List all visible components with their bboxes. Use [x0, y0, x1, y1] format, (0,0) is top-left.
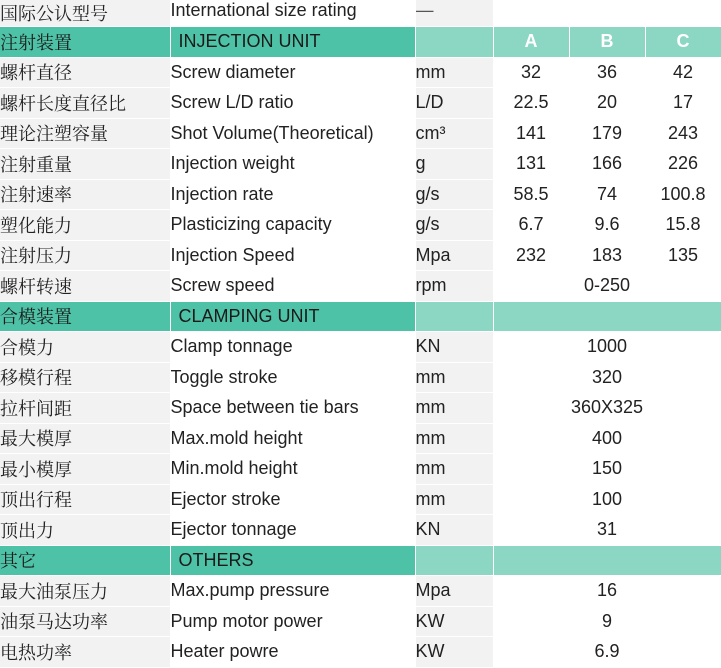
- table-row: [0, 637, 721, 668]
- table-row: [0, 454, 721, 485]
- cell-en: Injection weight: [170, 149, 415, 180]
- section-cn: 其它: [0, 545, 170, 576]
- cell-cn: 螺杆转速: [0, 271, 170, 302]
- cell-blank: [493, 0, 721, 27]
- cell-unit: mm: [415, 484, 493, 515]
- cell-unit: mm: [415, 57, 493, 88]
- cell-cn: 国际公认型号: [0, 0, 170, 27]
- cell-cn: 合模力: [0, 332, 170, 363]
- cell-en: Screw L/D ratio: [170, 88, 415, 119]
- table-row: [0, 362, 721, 393]
- col-header-b: B: [569, 27, 645, 58]
- cell-unit: mm: [415, 423, 493, 454]
- cell-en: Plasticizing capacity: [170, 210, 415, 241]
- cell-en: Ejector tonnage: [170, 515, 415, 546]
- cell-unit: KW: [415, 606, 493, 637]
- cell-cn: 电热功率: [0, 637, 170, 668]
- section-cn: 注射装置: [0, 27, 170, 58]
- cell-b: 74: [569, 179, 645, 210]
- cell-cn: 顶出行程: [0, 484, 170, 515]
- cell-en: Screw speed: [170, 271, 415, 302]
- cell-c: 243: [645, 118, 721, 149]
- cell-a: 232: [493, 240, 569, 271]
- cell-a: 32: [493, 57, 569, 88]
- cell-cn: 移模行程: [0, 362, 170, 393]
- cell-c: 42: [645, 57, 721, 88]
- table-row: [0, 576, 721, 607]
- table-row: [0, 118, 721, 149]
- cell-en: Ejector stroke: [170, 484, 415, 515]
- cell-b: 179: [569, 118, 645, 149]
- cell-cn: 塑化能力: [0, 210, 170, 241]
- cell-b: 36: [569, 57, 645, 88]
- col-header-c: C: [645, 27, 721, 58]
- table-row: [0, 393, 721, 424]
- cell-en: Min.mold height: [170, 454, 415, 485]
- section-blank: [415, 301, 493, 332]
- cell-value: 1000: [493, 332, 721, 363]
- cell-c: 135: [645, 240, 721, 271]
- cell-cn: 螺杆直径: [0, 57, 170, 88]
- section-en: INJECTION UNIT: [170, 27, 415, 58]
- section-blank: [415, 545, 493, 576]
- table-row: [0, 423, 721, 454]
- cell-a: 58.5: [493, 179, 569, 210]
- cell-c: 226: [645, 149, 721, 180]
- cell-en: Max.mold height: [170, 423, 415, 454]
- cell-unit: KW: [415, 637, 493, 668]
- cell-b: 9.6: [569, 210, 645, 241]
- col-header-a: A: [493, 27, 569, 58]
- table-row: [0, 57, 721, 88]
- cell-cn: 最大油泵压力: [0, 576, 170, 607]
- cell-en: Toggle stroke: [170, 362, 415, 393]
- cell-unit: KN: [415, 515, 493, 546]
- table-row: [0, 484, 721, 515]
- section-others: [0, 545, 721, 576]
- size-rating-row: [0, 0, 721, 27]
- cell-unit: g: [415, 149, 493, 180]
- cell-unit: cm³: [415, 118, 493, 149]
- cell-en: Max.pump pressure: [170, 576, 415, 607]
- cell-unit: Mpa: [415, 576, 493, 607]
- cell-c: 100.8: [645, 179, 721, 210]
- cell-en: Screw diameter: [170, 57, 415, 88]
- cell-cn: 理论注塑容量: [0, 118, 170, 149]
- section-blank: [493, 545, 721, 576]
- cell-unit: g/s: [415, 179, 493, 210]
- cell-a: 22.5: [493, 88, 569, 119]
- cell-a: 131: [493, 149, 569, 180]
- cell-value: 9: [493, 606, 721, 637]
- cell-unit: g/s: [415, 210, 493, 241]
- cell-b: 183: [569, 240, 645, 271]
- cell-cn: 螺杆长度直径比: [0, 88, 170, 119]
- cell-value: 320: [493, 362, 721, 393]
- table-row: [0, 240, 721, 271]
- cell-cn: 注射速率: [0, 179, 170, 210]
- table-row: [0, 88, 721, 119]
- table-row: [0, 149, 721, 180]
- cell-en: Space between tie bars: [170, 393, 415, 424]
- cell-b: 20: [569, 88, 645, 119]
- cell-b: 166: [569, 149, 645, 180]
- cell-value: 360X325: [493, 393, 721, 424]
- cell-en: Injection Speed: [170, 240, 415, 271]
- table-row: [0, 179, 721, 210]
- cell-cn: 最小模厚: [0, 454, 170, 485]
- section-cn: 合模装置: [0, 301, 170, 332]
- cell-c: 15.8: [645, 210, 721, 241]
- cell-unit: mm: [415, 362, 493, 393]
- cell-en: Clamp tonnage: [170, 332, 415, 363]
- cell-en: Pump motor power: [170, 606, 415, 637]
- section-en: CLAMPING UNIT: [170, 301, 415, 332]
- cell-c: 17: [645, 88, 721, 119]
- section-blank: [493, 301, 721, 332]
- cell-en: Shot Volume(Theoretical): [170, 118, 415, 149]
- cell-unit: —: [415, 0, 493, 27]
- cell-a: 6.7: [493, 210, 569, 241]
- cell-unit: L/D: [415, 88, 493, 119]
- table-row: [0, 515, 721, 546]
- section-injection: [0, 27, 721, 58]
- cell-unit: rpm: [415, 271, 493, 302]
- cell-en: Heater powre: [170, 637, 415, 668]
- cell-unit: mm: [415, 393, 493, 424]
- cell-value: 400: [493, 423, 721, 454]
- cell-value: 31: [493, 515, 721, 546]
- table-row: [0, 606, 721, 637]
- section-clamping: [0, 301, 721, 332]
- cell-value: 150: [493, 454, 721, 485]
- cell-cn: 注射压力: [0, 240, 170, 271]
- cell-unit: Mpa: [415, 240, 493, 271]
- table-row: [0, 271, 721, 302]
- cell-en: Injection rate: [170, 179, 415, 210]
- cell-cn: 最大模厚: [0, 423, 170, 454]
- cell-cn: 拉杆间距: [0, 393, 170, 424]
- cell-cn: 注射重量: [0, 149, 170, 180]
- cell-value: 0-250: [493, 271, 721, 302]
- cell-a: 141: [493, 118, 569, 149]
- cell-unit: KN: [415, 332, 493, 363]
- section-en: OTHERS: [170, 545, 415, 576]
- table-row: [0, 332, 721, 363]
- cell-value: 100: [493, 484, 721, 515]
- cell-unit: mm: [415, 454, 493, 485]
- section-blank: [415, 27, 493, 58]
- cell-value: 16: [493, 576, 721, 607]
- table-row: [0, 210, 721, 241]
- cell-value: 6.9: [493, 637, 721, 668]
- cell-cn: 顶出力: [0, 515, 170, 546]
- cell-en: International size rating: [170, 0, 415, 27]
- cell-cn: 油泵马达功率: [0, 606, 170, 637]
